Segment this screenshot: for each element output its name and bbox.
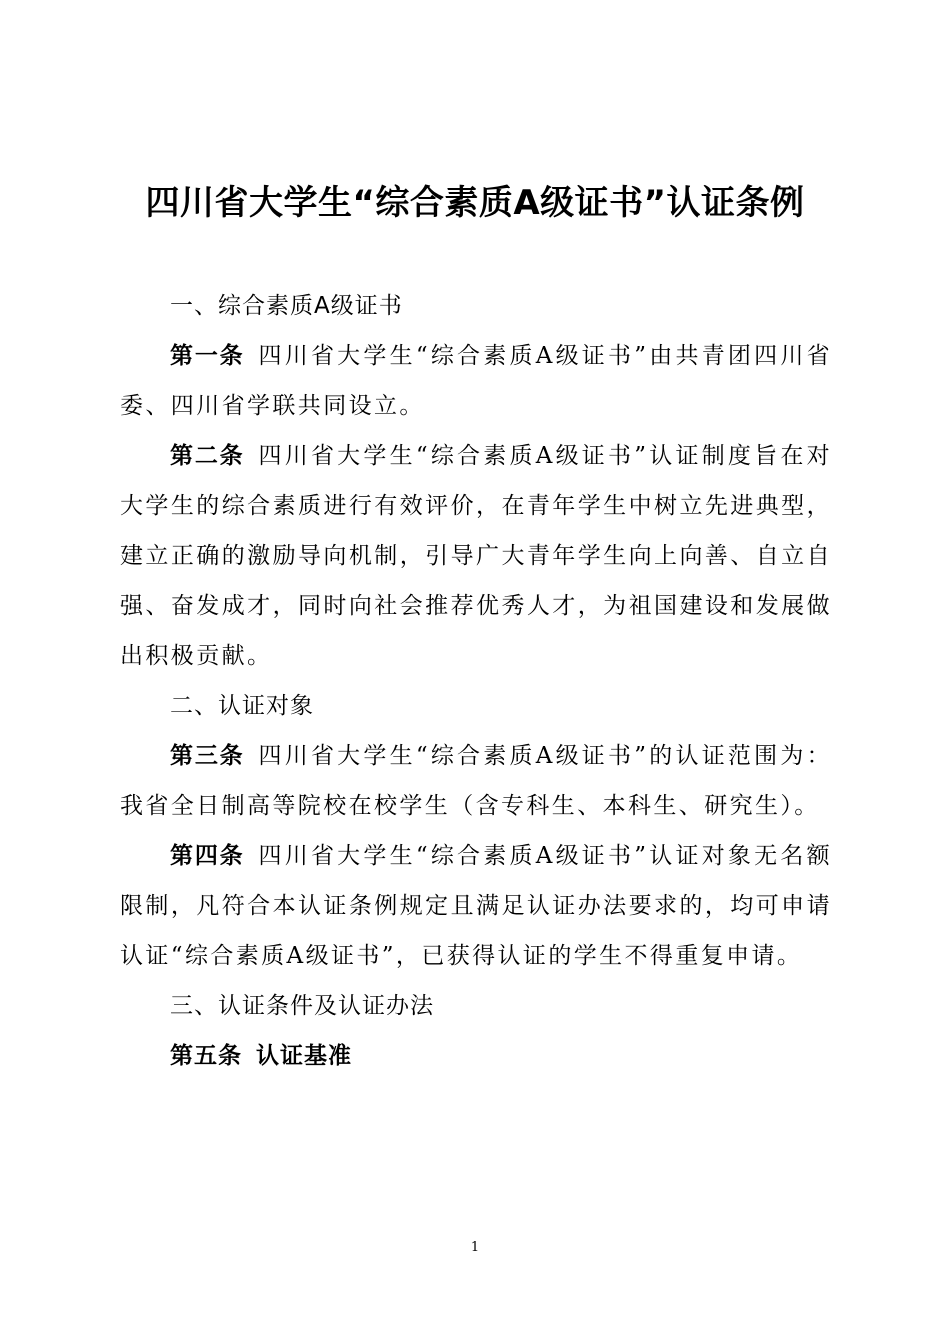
section-heading-1: 一、综合素质A级证书 <box>170 293 403 319</box>
article-label: 第四条 <box>170 843 245 869</box>
page-number: 1 <box>470 1240 480 1255</box>
article-text: 四川省大学生“综合素质A级证书”的认证范围为：我省全日制高等院校在校学生（含专科生、本科生、研究生）。 <box>120 743 833 819</box>
article-1 <box>120 331 832 431</box>
document-title: 四川省大学生“综合素质A级证书”认证条例 <box>145 183 805 223</box>
article-2 <box>120 431 832 681</box>
article-label: 第一条 <box>170 343 245 369</box>
document-body <box>120 281 832 1081</box>
article-label: 第三条 <box>170 743 245 769</box>
section-heading-3: 三、认证条件及认证办法 <box>170 993 434 1019</box>
article-title: 认证基准 <box>256 1043 352 1069</box>
article-text: 四川省大学生“综合素质A级证书”认证对象无名额限制，凡符合本认证条例规定且满足认证办法要求的，均可申请认证“综合素质A级证书”，已获得认证的学生不得重复申请。 <box>120 843 833 969</box>
article-3 <box>120 731 832 831</box>
article-5 <box>120 1031 832 1081</box>
article-label: 第二条 <box>170 443 245 469</box>
article-4 <box>120 831 832 981</box>
article-text: 四川省大学生“综合素质A级证书”认证制度旨在对大学生的综合素质进行有效评价，在青年学生中树立先进典型，建立正确的激励导向机制，引导广大青年学生向上向善、自立自强、奋发成才，同时向社会推荐优秀人才，为祖国建设和发展做出积极贡献。 <box>120 443 833 669</box>
article-label: 第五条 <box>170 1043 242 1069</box>
section-heading-2: 二、认证对象 <box>170 693 314 719</box>
article-text: 四川省大学生“综合素质A级证书”由共青团四川省委、四川省学联共同设立。 <box>120 343 833 419</box>
